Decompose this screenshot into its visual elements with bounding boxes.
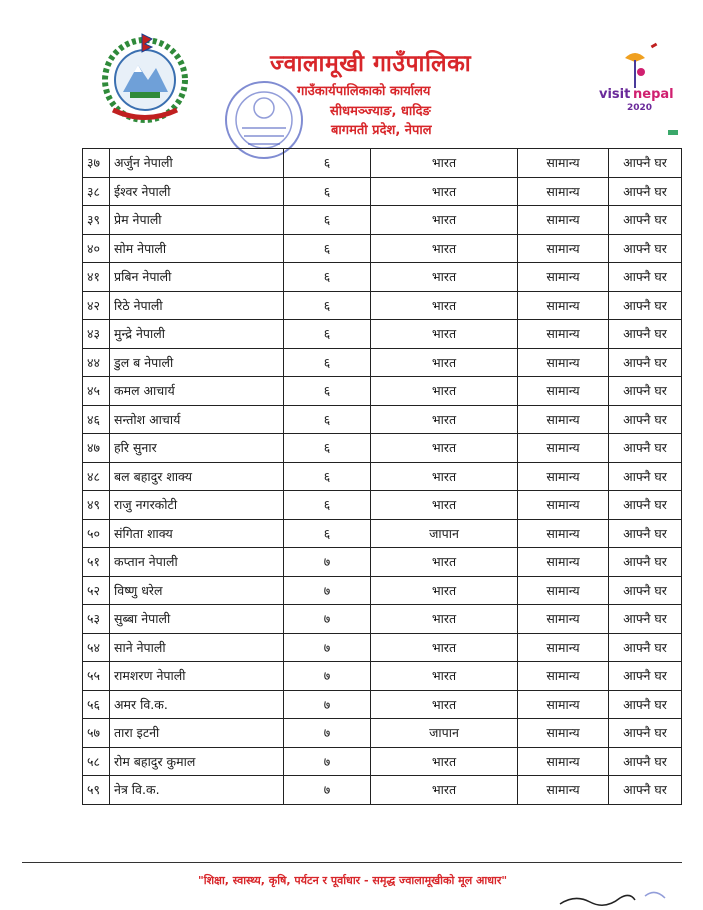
signature-icon xyxy=(555,886,675,908)
status-cell: सामान्य xyxy=(518,234,609,263)
office-province: बागमती प्रदेश, नेपाल xyxy=(331,123,432,138)
status-cell: सामान्य xyxy=(518,462,609,491)
status-cell: सामान्य xyxy=(518,263,609,292)
serial-number-cell: ५३ xyxy=(83,605,110,634)
status-cell: सामान्य xyxy=(518,747,609,776)
serial-number-cell: ३९ xyxy=(83,206,110,235)
serial-number-cell: ४६ xyxy=(83,405,110,434)
country-cell: भारत xyxy=(371,405,518,434)
country-cell: जापान xyxy=(371,519,518,548)
status-cell: सामान्य xyxy=(518,206,609,235)
table-row xyxy=(83,633,682,662)
serial-number-cell: ५२ xyxy=(83,576,110,605)
ward-cell: ६ xyxy=(284,405,371,434)
table-row xyxy=(83,462,682,491)
country-cell: भारत xyxy=(371,690,518,719)
name-cell: डुल ब नेपाली xyxy=(110,348,284,377)
ward-cell: ६ xyxy=(284,320,371,349)
ward-cell: ६ xyxy=(284,291,371,320)
ward-cell: ७ xyxy=(284,776,371,805)
name-cell: कमल आचार्य xyxy=(110,377,284,406)
table-row xyxy=(83,491,682,520)
destination-cell: आफ्नै घर xyxy=(609,434,682,463)
serial-number-cell: ४४ xyxy=(83,348,110,377)
country-cell: भारत xyxy=(371,320,518,349)
table-row xyxy=(83,263,682,292)
name-cell: प्रबिन नेपाली xyxy=(110,263,284,292)
serial-number-cell: ५१ xyxy=(83,548,110,577)
status-cell: सामान्य xyxy=(518,405,609,434)
office-address: सीधमञ्ज्याङ, धादिङ xyxy=(330,104,431,119)
name-cell: सोम नेपाली xyxy=(110,234,284,263)
serial-number-cell: ३८ xyxy=(83,177,110,206)
status-cell: सामान्य xyxy=(518,633,609,662)
country-cell: भारत xyxy=(371,576,518,605)
table-row xyxy=(83,377,682,406)
country-cell: भारत xyxy=(371,263,518,292)
data-table xyxy=(82,148,682,805)
table-row xyxy=(83,576,682,605)
ward-cell: ७ xyxy=(284,576,371,605)
name-cell: अमर वि.क. xyxy=(110,690,284,719)
serial-number-cell: ५० xyxy=(83,519,110,548)
name-cell: बल बहादुर शाक्य xyxy=(110,462,284,491)
serial-number-cell: ३७ xyxy=(83,149,110,178)
country-cell: भारत xyxy=(371,776,518,805)
serial-number-cell: ४३ xyxy=(83,320,110,349)
destination-cell: आफ्नै घर xyxy=(609,491,682,520)
table-row xyxy=(83,605,682,634)
table-row xyxy=(83,519,682,548)
table-row xyxy=(83,548,682,577)
destination-cell: आफ्नै घर xyxy=(609,177,682,206)
country-cell: भारत xyxy=(371,605,518,634)
destination-cell: आफ्नै घर xyxy=(609,320,682,349)
country-cell: भारत xyxy=(371,434,518,463)
table-row xyxy=(83,291,682,320)
status-cell: सामान्य xyxy=(518,605,609,634)
ward-cell: ६ xyxy=(284,234,371,263)
ward-cell: ६ xyxy=(284,177,371,206)
name-cell: अर्जुन नेपाली xyxy=(110,149,284,178)
name-cell: प्रेम नेपाली xyxy=(110,206,284,235)
table-row xyxy=(83,662,682,691)
country-cell: भारत xyxy=(371,747,518,776)
destination-cell: आफ्नै घर xyxy=(609,206,682,235)
destination-cell: आफ्नै घर xyxy=(609,234,682,263)
name-cell: तारा इटनी xyxy=(110,719,284,748)
status-cell: सामान्य xyxy=(518,177,609,206)
destination-cell: आफ्नै घर xyxy=(609,605,682,634)
serial-number-cell: ४८ xyxy=(83,462,110,491)
country-cell: भारत xyxy=(371,234,518,263)
destination-cell: आफ्नै घर xyxy=(609,405,682,434)
country-cell: भारत xyxy=(371,149,518,178)
table-row xyxy=(83,405,682,434)
name-cell: रिठे नेपाली xyxy=(110,291,284,320)
serial-number-cell: ४७ xyxy=(83,434,110,463)
destination-cell: आफ्नै घर xyxy=(609,662,682,691)
status-cell: सामान्य xyxy=(518,377,609,406)
country-cell: भारत xyxy=(371,348,518,377)
name-cell: ईश्वर नेपाली xyxy=(110,177,284,206)
destination-cell: आफ्नै घर xyxy=(609,519,682,548)
status-cell: सामान्य xyxy=(518,776,609,805)
destination-cell: आफ्नै घर xyxy=(609,263,682,292)
destination-cell: आफ्नै घर xyxy=(609,576,682,605)
country-cell: भारत xyxy=(371,206,518,235)
ward-cell: ६ xyxy=(284,149,371,178)
destination-cell: आफ्नै घर xyxy=(609,149,682,178)
ward-cell: ६ xyxy=(284,462,371,491)
serial-number-cell: ५९ xyxy=(83,776,110,805)
visit-nepal-year: 2020 xyxy=(627,103,653,113)
serial-number-cell: ४० xyxy=(83,234,110,263)
name-cell: रामशरण नेपाली xyxy=(110,662,284,691)
serial-number-cell: ४५ xyxy=(83,377,110,406)
status-cell: सामान्य xyxy=(518,690,609,719)
status-cell: सामान्य xyxy=(518,320,609,349)
destination-cell: आफ्नै घर xyxy=(609,633,682,662)
serial-number-cell: ४१ xyxy=(83,263,110,292)
status-cell: सामान्य xyxy=(518,291,609,320)
ward-cell: ७ xyxy=(284,690,371,719)
ward-cell: ६ xyxy=(284,348,371,377)
country-cell: भारत xyxy=(371,291,518,320)
svg-text:nepal: nepal xyxy=(633,87,674,102)
name-cell: मुन्द्रे नेपाली xyxy=(110,320,284,349)
destination-cell: आफ्नै घर xyxy=(609,776,682,805)
ward-cell: ६ xyxy=(284,377,371,406)
nepal-government-emblem-icon xyxy=(98,30,193,125)
ward-cell: ६ xyxy=(284,491,371,520)
status-cell: सामान्य xyxy=(518,719,609,748)
country-cell: भारत xyxy=(371,662,518,691)
country-cell: भारत xyxy=(371,462,518,491)
status-cell: सामान्य xyxy=(518,576,609,605)
table-row xyxy=(83,177,682,206)
table-row xyxy=(83,348,682,377)
svg-text:visit: visit xyxy=(599,87,631,102)
destination-cell: आफ्नै घर xyxy=(609,548,682,577)
country-cell: भारत xyxy=(371,177,518,206)
serial-number-cell: ५६ xyxy=(83,690,110,719)
serial-number-cell: ५८ xyxy=(83,747,110,776)
status-cell: सामान्य xyxy=(518,434,609,463)
name-cell: सुब्बा नेपाली xyxy=(110,605,284,634)
destination-cell: आफ्नै घर xyxy=(609,348,682,377)
name-cell: राजु नगरकोटी xyxy=(110,491,284,520)
visit-nepal-logo-icon xyxy=(597,48,677,118)
table-row xyxy=(83,719,682,748)
status-cell: सामान्य xyxy=(518,519,609,548)
table-row xyxy=(83,320,682,349)
ward-cell: ७ xyxy=(284,633,371,662)
name-cell: सन्तोश आचार्य xyxy=(110,405,284,434)
serial-number-cell: ४९ xyxy=(83,491,110,520)
office-name: गाउँकार्यपालिकाको कार्यालय xyxy=(297,84,431,99)
name-cell: संगिता शाक्य xyxy=(110,519,284,548)
footer-divider xyxy=(22,862,682,863)
serial-number-cell: ४२ xyxy=(83,291,110,320)
table-row xyxy=(83,776,682,805)
status-cell: सामान्य xyxy=(518,662,609,691)
status-cell: सामान्य xyxy=(518,548,609,577)
country-cell: भारत xyxy=(371,633,518,662)
ward-cell: ७ xyxy=(284,747,371,776)
name-cell: कप्तान नेपाली xyxy=(110,548,284,577)
decorative-mark xyxy=(668,130,678,135)
ward-cell: ७ xyxy=(284,605,371,634)
letterhead xyxy=(0,0,703,150)
ward-cell: ७ xyxy=(284,719,371,748)
destination-cell: आफ्नै घर xyxy=(609,462,682,491)
table-row xyxy=(83,234,682,263)
ward-cell: ६ xyxy=(284,206,371,235)
country-cell: जापान xyxy=(371,719,518,748)
destination-cell: आफ्नै घर xyxy=(609,747,682,776)
municipality-title: ज्वालामूखी गाउँपालिका xyxy=(270,51,472,77)
ward-cell: ७ xyxy=(284,548,371,577)
destination-cell: आफ्नै घर xyxy=(609,719,682,748)
table-row xyxy=(83,206,682,235)
name-cell: हरि सुनार xyxy=(110,434,284,463)
status-cell: सामान्य xyxy=(518,491,609,520)
footer-motto: "शिक्षा, स्वास्थ्य, कृषि, पर्यटन र पूर्वाधार - समृद्ध ज्वालामूखीको मूल आधार" xyxy=(198,874,508,887)
table-row xyxy=(83,434,682,463)
ward-cell: ७ xyxy=(284,662,371,691)
country-cell: भारत xyxy=(371,548,518,577)
ward-cell: ६ xyxy=(284,434,371,463)
name-cell: विष्णु धरेल xyxy=(110,576,284,605)
ward-cell: ६ xyxy=(284,263,371,292)
status-cell: सामान्य xyxy=(518,348,609,377)
serial-number-cell: ५७ xyxy=(83,719,110,748)
table-row xyxy=(83,149,682,178)
serial-number-cell: ५४ xyxy=(83,633,110,662)
country-cell: भारत xyxy=(371,377,518,406)
destination-cell: आफ्नै घर xyxy=(609,690,682,719)
status-cell: सामान्य xyxy=(518,149,609,178)
destination-cell: आफ्नै घर xyxy=(609,377,682,406)
name-cell: रोम बहादुर कुमाल xyxy=(110,747,284,776)
serial-number-cell: ५५ xyxy=(83,662,110,691)
table-row xyxy=(83,690,682,719)
name-cell: साने नेपाली xyxy=(110,633,284,662)
country-cell: भारत xyxy=(371,491,518,520)
destination-cell: आफ्नै घर xyxy=(609,291,682,320)
name-cell: नेत्र वि.क. xyxy=(110,776,284,805)
ward-cell: ६ xyxy=(284,519,371,548)
table-row xyxy=(83,747,682,776)
